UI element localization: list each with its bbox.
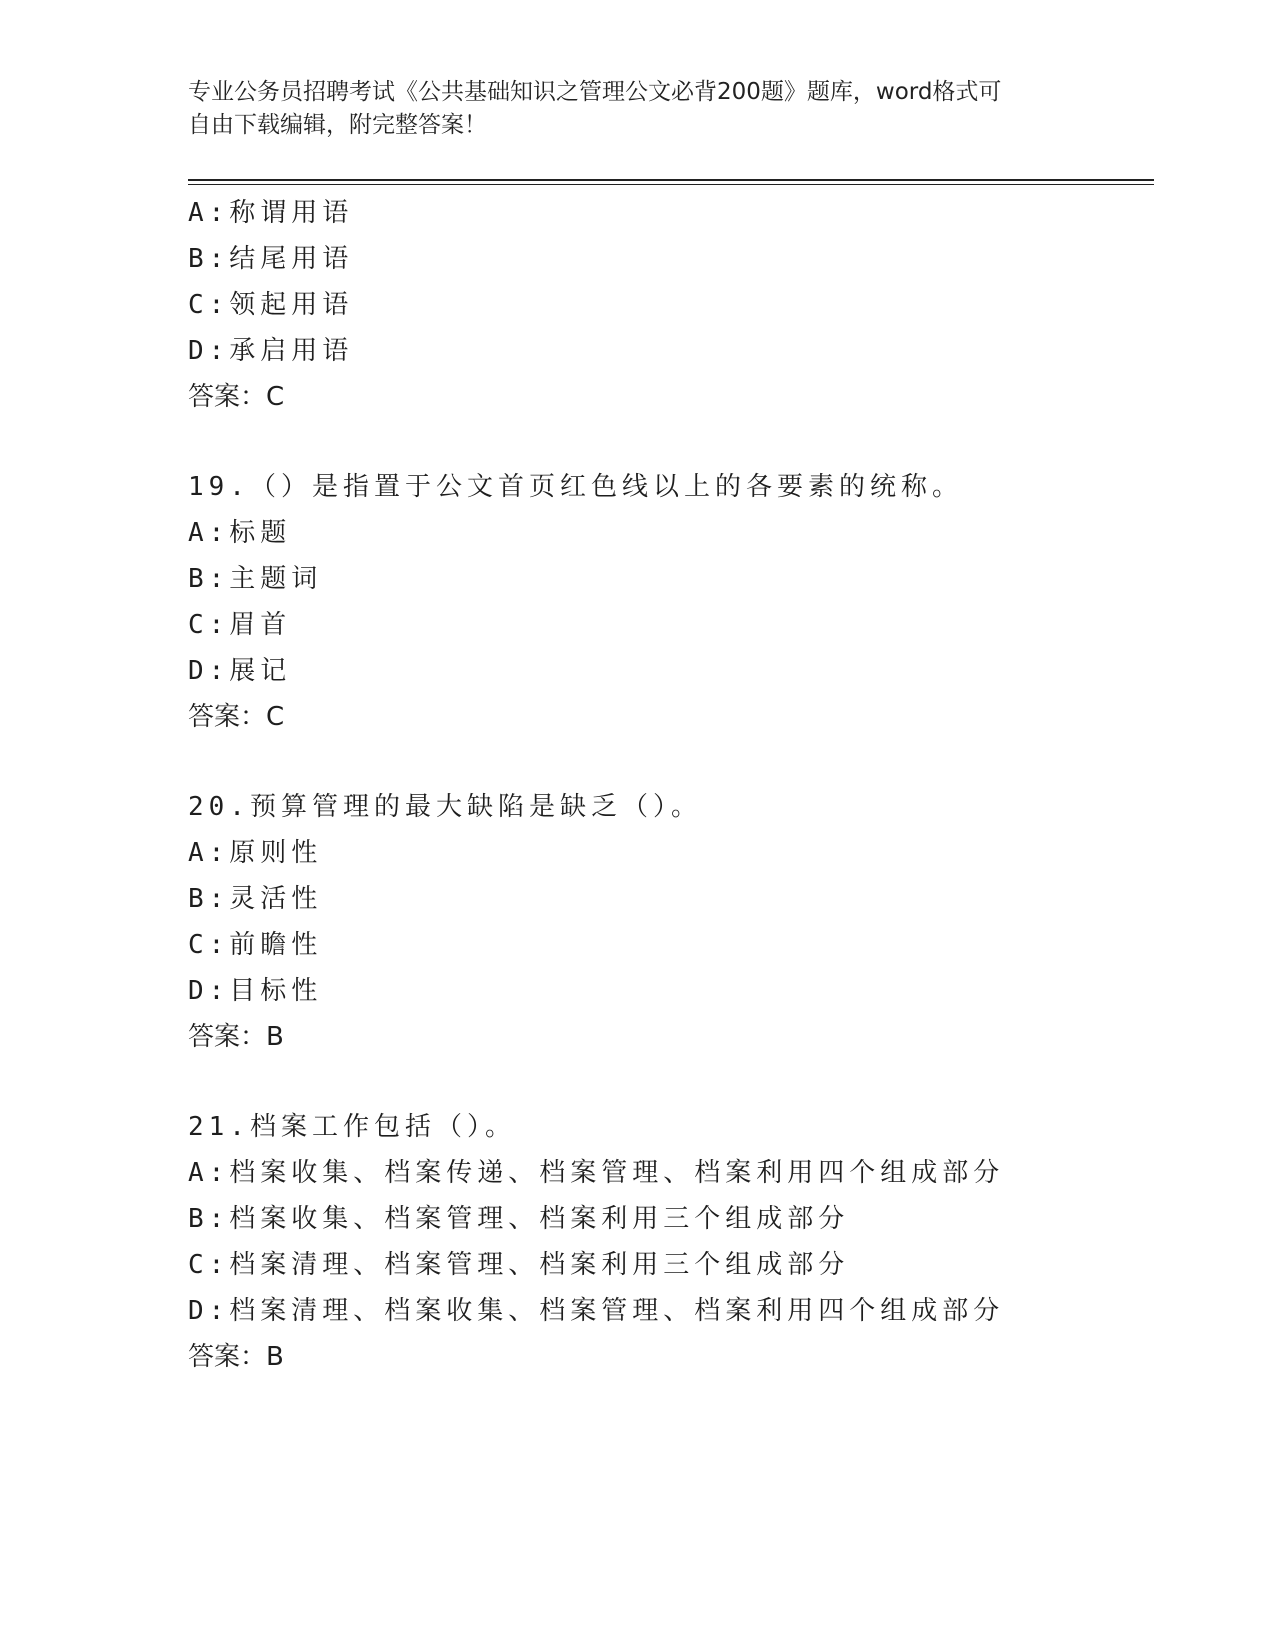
spacer [188,740,1188,784]
option-c: C:前瞻性 [188,930,323,960]
option-c: C:眉首 [188,610,292,640]
option-d: D:档案清理、档案收集、档案管理、档案利用四个组成部分 [188,1296,1005,1326]
header-divider-thick [188,179,1154,181]
option-c: C:领起用语 [188,290,354,320]
option-a: A:称谓用语 [188,198,354,228]
question-text: 19.（）是指置于公文首页红色线以上的各要素的统称。 [188,472,963,502]
option-b: B:灵活性 [188,884,323,914]
header-line-1: 专业公务员招聘考试《公共基础知识之管理公文必背200题》题库，word格式可 [188,79,1002,105]
option-b: B:结尾用语 [188,244,354,274]
question-20 [188,784,1188,1060]
question-list [188,190,1188,1380]
header-line-2: 自由下载编辑，附完整答案！ [188,112,487,138]
answer: 答案：C [188,702,285,732]
option-d: D:承启用语 [188,336,354,366]
option-a: A:档案收集、档案传递、档案管理、档案利用四个组成部分 [188,1158,1005,1188]
answer: 答案：C [188,382,285,412]
question-18 [188,190,1188,420]
option-c: C:档案清理、档案管理、档案利用三个组成部分 [188,1250,850,1280]
option-a: A:标题 [188,518,292,548]
header-divider-thin [188,184,1154,185]
option-d: D:目标性 [188,976,323,1006]
question-text: 21.档案工作包括（）。 [188,1112,516,1142]
answer: 答案：B [188,1022,284,1052]
spacer [188,1060,1188,1104]
spacer [188,420,1188,464]
question-21 [188,1104,1188,1380]
question-text: 20.预算管理的最大缺陷是缺乏（）。 [188,792,702,822]
answer: 答案：B [188,1342,284,1372]
document-header [188,76,1088,142]
question-19 [188,464,1188,740]
option-a: A:原则性 [188,838,323,868]
option-d: D:展记 [188,656,292,686]
option-b: B:档案收集、档案管理、档案利用三个组成部分 [188,1204,850,1234]
option-b: B:主题词 [188,564,323,594]
